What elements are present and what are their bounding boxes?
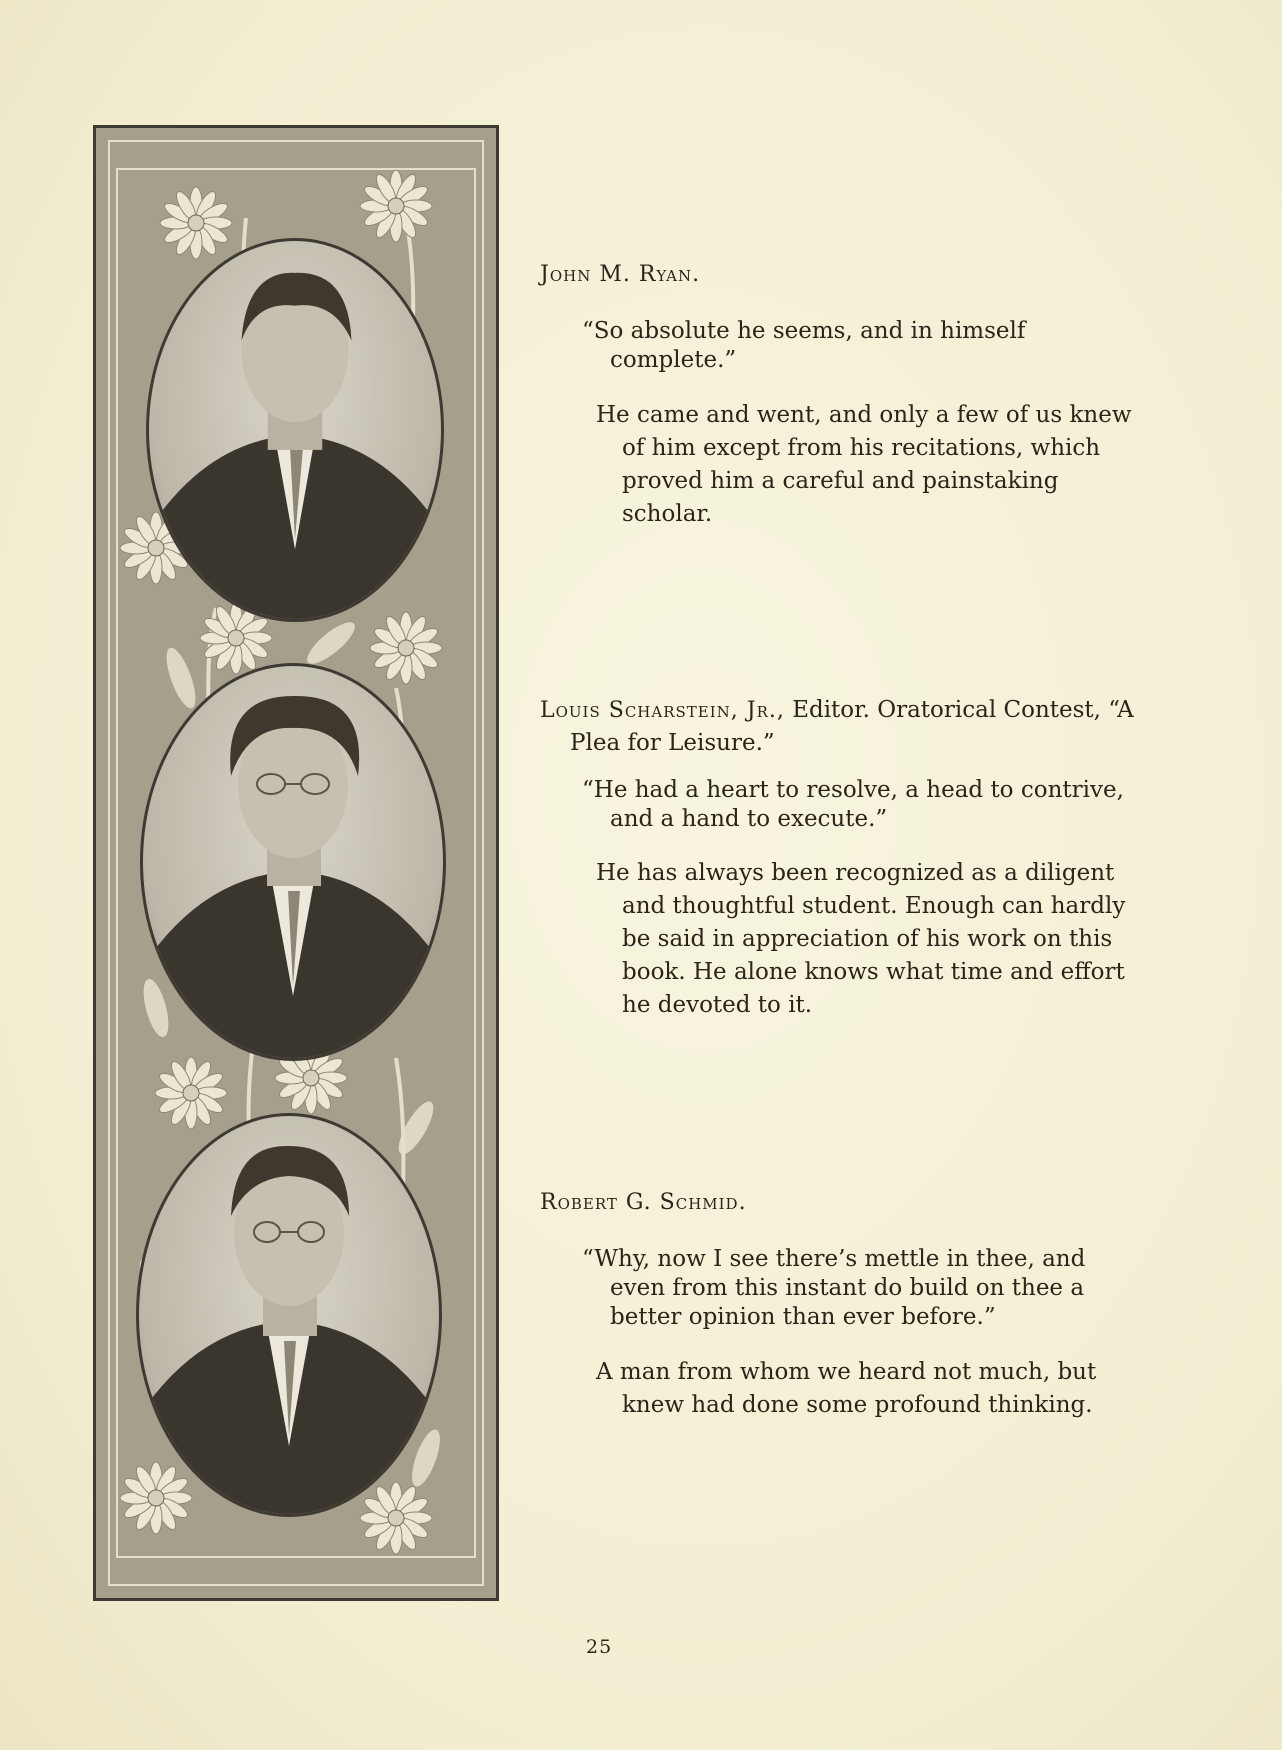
portrait-louis-scharstein	[140, 663, 446, 1061]
entry-robert-schmid	[540, 1190, 1140, 1445]
student-heading	[540, 694, 1140, 760]
student-quote: “Why, now I see there’s mettle in thee, and even from this instant do build on thee a better opinion than ever before.”	[582, 1246, 1086, 1330]
entry-louis-scharstein	[540, 694, 1140, 1045]
student-quote: “So absolute he seems, and in himself complete.”	[582, 318, 1026, 373]
student-role: Editor. Oratorical Contest, “A Plea for Leisure.”	[570, 697, 1134, 756]
portrait-figure-icon	[149, 241, 441, 619]
student-description: He came and went, and only a few of us knew of him except from his recitations, which proved him a careful and painstaking scholar.	[596, 402, 1132, 527]
student-name: Louis Scharstein, Jr.,	[540, 698, 785, 723]
page-number: 25	[586, 1636, 613, 1658]
portrait-john-ryan	[146, 238, 444, 622]
portrait-robert-schmid	[136, 1113, 442, 1517]
student-name: John M. Ryan.	[540, 262, 701, 287]
student-description: He has always been recognized as a diligent and thoughtful student. Enough can hardly be said in appreciation of his work on this book. He alone knows what time and effort he devoted to it.	[596, 860, 1126, 1018]
portrait-figure-icon	[143, 666, 443, 1058]
entry-john-ryan	[540, 262, 1140, 554]
student-description: A man from whom we heard not much, but knew had done some profound thinking.	[596, 1359, 1097, 1418]
student-name: Robert G. Schmid.	[540, 1190, 747, 1215]
portrait-figure-icon	[139, 1116, 439, 1514]
portrait-panel	[93, 125, 499, 1601]
student-quote: “He had a heart to resolve, a head to contrive, and a hand to execute.”	[582, 777, 1124, 832]
